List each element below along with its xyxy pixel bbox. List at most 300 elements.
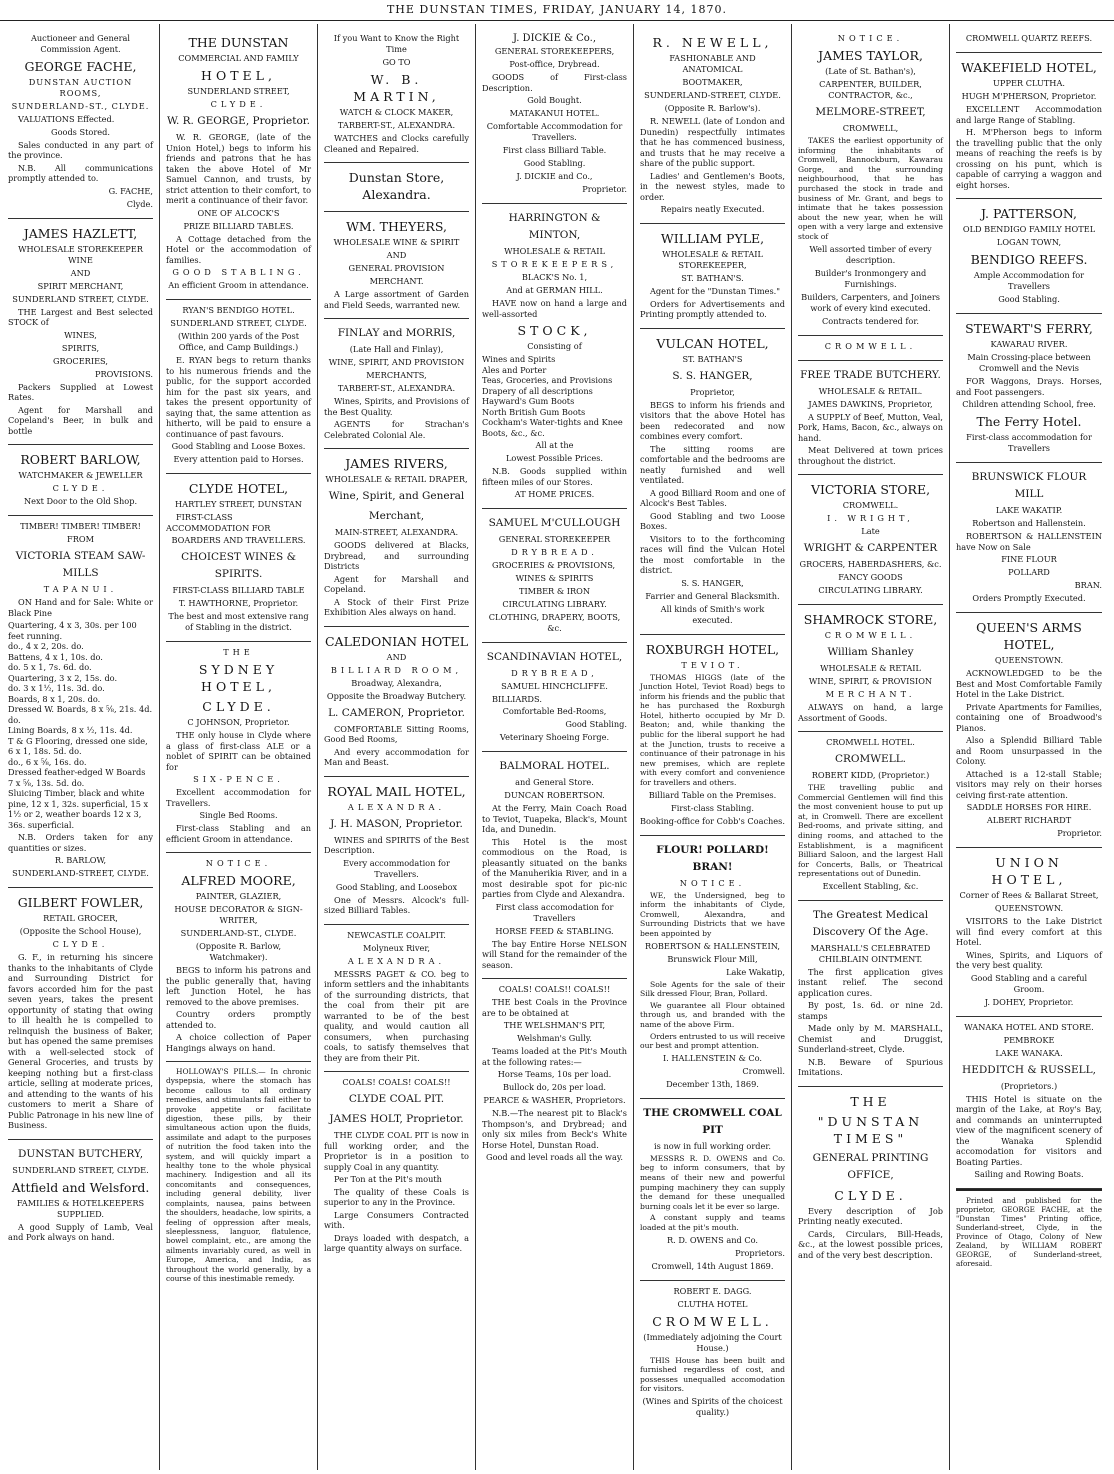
ad-dunstan-groom: An efficient Groom in attendance.	[168, 280, 309, 290]
ad-taylor-name: JAMES TAYLOR,	[818, 48, 923, 63]
ad-flour-notice: NOTICE.	[679, 877, 746, 888]
ad-dunstan-billiard: PRIZE BILLIARD TABLES.	[183, 220, 294, 231]
ad-mcculloch	[482, 509, 627, 643]
ad-office-sub: GENERAL PRINTING OFFICE,	[812, 1151, 929, 1181]
ad-finlay-agents: AGENTS for Strachan's Celebrated Colonial Ale.	[324, 419, 469, 440]
ad-shamrock-place: CROMWELL.	[824, 630, 917, 641]
ad-vulcan-farrier: Farrier and General Blacksmith.	[645, 590, 780, 601]
ad-timber-address: SUNDERLAND-STREET, CLYDE.	[12, 868, 149, 878]
ad-balmoral-bay: The bay Entire Horse NELSON will Stand for the remainder of the season.	[482, 938, 627, 970]
ad-vulcan-smith: All kinds of Smith's work executed.	[660, 603, 765, 625]
ad-moore-name: ALFRED MOORE,	[181, 873, 296, 888]
ad-ointment-nb: N.B. Beware of Spurious Imitations.	[798, 1056, 943, 1078]
ad-taylor-trade: CARPENTER, BUILDER, CONTRACTOR, &c.,	[819, 79, 922, 100]
ad-theyers-line: AND	[386, 250, 407, 260]
ad-patterson	[956, 199, 1102, 314]
page-header	[0, 0, 1114, 21]
ad-fache-intro: Auctioneer and General Commission Agent.	[30, 33, 130, 54]
ad-newell-address: SUNDERLAND-STREET, CLYDE.	[644, 90, 781, 100]
ad-victoria-trade: GROCERS, HABERDASHERS, &c.	[799, 559, 942, 570]
ad-newcastle-body: MESSRS PAGET & CO. beg to inform settlers and the inhabitants of the surrounding districts, that the coal from their pit are warranted to be of the best quality, and would caution all consumers, when purchasing coals, to satisfy themselves that they are from their Pit.	[324, 968, 469, 1063]
ad-sydney-name: SYDNEY HOTEL,	[198, 662, 279, 694]
ad-caledonian-billiard: BILLIARD ROOM,	[330, 664, 463, 675]
ad-finlay-late: (Late Hall and Finlay),	[349, 344, 444, 354]
ad-queens-name: QUEEN'S ARMS HOTEL,	[976, 620, 1082, 652]
ad-moore-opposite: (Opposite R. Barlow, Watchmaker).	[195, 941, 282, 962]
ad-scandinavian-stabling: Good Stabling.	[565, 719, 627, 729]
ad-butchery-body: A good Supply of Lamb, Veal and Pork always on hand.	[8, 1221, 153, 1242]
ad-timber-nb: N.B. Orders taken for any quantities or sizes.	[8, 832, 153, 853]
ad-clyde-hotel-billiard: FIRST-CLASS BILLIARD TABLE	[172, 585, 305, 595]
ad-victoria-proprietor: I. WRIGHT,	[827, 513, 914, 524]
ad-printing-office	[798, 1087, 943, 1269]
ad-ferry-name: STEWART'S FERRY,	[965, 321, 1093, 336]
ad-office-the: THE	[850, 1093, 891, 1109]
ad-free-trade-body: A SUPPLY of Beef, Mutton, Veal, Pork, Hams, Bacon, &c., always on hand.	[798, 411, 943, 443]
ad-martin-line1: If you Want to Know the Right Time	[333, 33, 460, 54]
list-item: Dressed feather-edged W Boards 7 x ⅝, 13s. 5d. do.	[8, 767, 146, 788]
ad-welshman-teams: Teams loaded at the Pit's Mouth at the following rates:—	[482, 1046, 627, 1067]
ad-dunstan-stabling: GOOD STABLING.	[172, 267, 305, 277]
ad-queens-saddle: SADDLE HORSES FOR HIRE.	[966, 802, 1092, 812]
ad-caledonian	[324, 627, 469, 777]
ad-dunstan-name: THE DUNSTAN	[188, 35, 289, 50]
ad-harrington-have: HAVE now on hand a large and well-assorted	[482, 298, 627, 319]
ad-taylor-builders: Builders, Carpenters, and Joiners work of every kind executed.	[801, 291, 940, 313]
column-3	[318, 24, 476, 1470]
ad-vulcan-sitting: The sitting rooms are comfortable and the bedrooms are neatly furnished and well ventilated.	[640, 443, 785, 485]
ad-union-name: UNION HOTEL,	[991, 855, 1067, 887]
ad-pyle	[640, 224, 785, 329]
ad-moore-trade2: HOUSE DECORATOR & SIGN-WRITER,	[174, 904, 303, 925]
header-title: THE DUNSTAN TIMES, FRIDAY, JANUARY 14, 1870.	[386, 3, 728, 16]
ad-harrington	[482, 204, 627, 509]
ad-victoria-store	[798, 475, 943, 605]
ad-dickie-signature: J. DICKIE and Co.,	[516, 171, 593, 181]
ad-clyde-coal	[324, 1072, 469, 1262]
ad-welshman	[482, 979, 627, 1171]
ad-dickie-hotel: MATAKANUI HOTEL.	[509, 108, 600, 118]
ad-newcastle-place: ALEXANDRA.	[347, 955, 446, 966]
ad-caledonian-proprietor: L. CAMERON, Proprietor.	[328, 706, 465, 719]
ad-taylor-iron: Builder's Ironmongery and Furnishings.	[814, 267, 927, 289]
ad-coals-large: Large Consumers Contracted with.	[324, 1209, 469, 1230]
ad-fache-name: GEORGE FACHE,	[24, 59, 137, 74]
ad-flour-head: FLOUR! POLLARD! BRAN!	[656, 843, 769, 873]
ad-welshman-signature: PEARCE & WASHER, Proprietors.	[483, 1095, 626, 1105]
ad-queens-proprietor: Proprietor.	[1057, 828, 1102, 838]
ad-martin-body: WATCHES and Clocks carefully Cleaned and Repaired.	[324, 133, 469, 154]
ad-wakefield-body2: H. M'Pherson begs to inform the travelling public that the only means of reaching the reefs is by crossing on his punt, which is capable of carrying a waggon and eight horses.	[956, 127, 1102, 190]
ad-ryan-name: RYAN'S BENDIGO HOTEL.	[182, 305, 295, 315]
ad-sydney-proprietor: C JOHNSON, Proprietor.	[187, 717, 290, 727]
list-item: Wines and Spirits	[482, 354, 556, 364]
ad-wanaka-firm: HEDDITCH & RUSSELL,	[962, 1063, 1096, 1076]
ad-clyde-hotel-address: HARTLEY STREET, DUNSTAN	[175, 499, 302, 509]
ad-fache-valuations: VALUATIONS Effected.	[18, 114, 115, 124]
ad-ryan-horses: Every attention paid to Horses.	[173, 454, 304, 464]
ad-martin-trade: WATCH & CLOCK MAKER,	[339, 107, 454, 117]
ad-clutha-wines: (Wines and Spirits of the choicest quality.)	[642, 1395, 783, 1417]
ad-ointment-made: Made only by M. MARSHALL, Chemist and Druggist, Sunderland-street, Clyde.	[798, 1023, 943, 1055]
ad-coals-drays: Drays loaded with despatch, a large quantity always on surface.	[324, 1232, 469, 1253]
ad-timber-signature: R. BARLOW,	[54, 855, 107, 865]
ad-welshman-horse: Horse Teams, 10s per load.	[497, 1069, 612, 1079]
ad-coals-proprietor: JAMES HOLT, Proprietor.	[329, 1113, 464, 1125]
ad-office-name: "DUNSTAN TIMES"	[817, 1113, 924, 1146]
ad-sydney-place: CLYDE.	[202, 699, 275, 714]
ad-owens-teams: A constant supply and teams loaded at the pit's mouth.	[640, 1213, 785, 1232]
list-item: do. 3 x 1½, 11s. 3d. do.	[8, 683, 105, 693]
ad-wanaka-name: WANAKA HOTEL AND STORE.	[964, 1021, 1094, 1032]
ad-caledonian-body: COMFORTABLE Sitting Rooms, Good Bed Rooms,	[324, 723, 469, 744]
ad-dickie-stabling: Good Stabling.	[523, 158, 586, 168]
ad-newcastle-name: NEWCASTLE COALPIT.	[347, 929, 446, 940]
ad-harrington-at: All at the	[535, 440, 574, 450]
ad-harrington-trade: WHOLESALE & RETAIL	[504, 246, 605, 256]
ad-dunstan-body: W. R. GEORGE, (late of the Union Hotel,) begs to inform his friends and patrons that he has taken the above Hotel of Mr Samuel Cannon, and trusts, by strict attention to their comfort, to merit a continuance of their favor.	[166, 132, 311, 205]
ad-clyde-hotel-wines: CHOICEST WINES & SPIRITS.	[181, 551, 296, 580]
list-item: Quartering, 4 x 3, 30s. per 100 feet running.	[8, 620, 137, 641]
list-item: Dressed W. Boards, 8 x ⅝, 21s. 4d. do.	[8, 704, 153, 725]
ad-union-proprietor: J. DOHEY, Proprietor.	[984, 996, 1074, 1007]
ad-owens-sub: is now in full working order.	[654, 1140, 771, 1151]
ad-dickie-comfort: Comfortable Accommodation for Travellers.	[486, 121, 623, 142]
ad-roxburgh-stabling: First-class Stabling.	[671, 802, 754, 813]
ad-welshman-head: COALS! COALS!! COALS!!	[498, 984, 611, 994]
ad-timber	[8, 516, 153, 888]
ad-flour-mill: Brunswick Flour Mill,	[667, 953, 758, 964]
ad-balmoral-sub: and General Store.	[515, 777, 594, 787]
list-item: Quartering, 3 x 2, 15s. do.	[8, 672, 118, 683]
ad-roxburgh-body: THOMAS HIGGS (late of the Junction Hotel, Teviot Road) begs to inform his friends and the public that he has purchased the Roxburgh Hotel, hitherto occupied by Mr D. Beaton; and, while thanking the public for the liberal support he had at the Junction, trusts to receive a continuance of their patronage in his new premises, which are replete with every comfort and convenience for travellers and others.	[640, 672, 785, 788]
ad-vulcan-proprietor-title: Proprietor,	[690, 386, 735, 397]
ad-clyde-hotel-proprietor: T. HAWTHORNE, Proprietor.	[178, 598, 299, 608]
ad-cromwell-head	[798, 336, 943, 361]
ad-royal-accommodation: Every accommodation for Travellers.	[343, 857, 450, 879]
ad-flour-sole: Sole Agents for the sale of their Silk dressed Flour, Bran, Pollard.	[640, 979, 785, 999]
ad-hazlett-line: SPIRIT MERCHANT,	[37, 280, 124, 291]
ad-shamrock-trade: WHOLESALE & RETAIL	[820, 663, 921, 674]
ad-wakefield	[956, 53, 1102, 199]
ad-barlow-trade: WATCHMAKER & JEWELLER	[18, 470, 143, 480]
ad-taylor-well: Well assorted timber of every description.	[809, 243, 932, 265]
ad-roxburgh-booking: Booking-office for Cobb's Coaches.	[640, 815, 785, 826]
ad-union-stabling: Good Stabling and a careful Groom.	[970, 972, 1088, 994]
ad-victoria-library: CIRCULATING LIBRARY.	[818, 585, 923, 596]
ad-ferry-children: Children attending School, free.	[962, 399, 1096, 409]
ad-moore-orders: Country orders promptly attended to.	[166, 1009, 311, 1030]
ad-welshman-body: THE best Coals in the Province are to be obtained at	[482, 997, 627, 1018]
ad-dunstan-one: ONE OF ALCOCK'S	[197, 207, 280, 218]
ad-royal-stabling: Good Stabling, and Loosebox	[335, 881, 458, 892]
ad-victoria-fancy: FANCY GOODS	[838, 572, 903, 583]
ad-rivers	[324, 449, 469, 627]
ad-ointment-head: The Greatest Medical Discovery Of the Age.	[812, 908, 929, 938]
ad-scandinavian-billiards: BILLIARDS.	[492, 693, 542, 704]
ad-ferry-first: First-class accommodation for Travellers	[966, 432, 1092, 453]
ad-wakefield-body: EXCELLENT Accommodation and large Range of Stabling.	[956, 104, 1102, 125]
list-item: Ales and Porter	[482, 364, 547, 375]
ad-holloway	[166, 1062, 311, 1291]
ad-theyers-name: WM. THEYERS,	[346, 219, 447, 234]
ad-ferry-hotel: The Ferry Hotel.	[976, 414, 1082, 429]
ad-butchery-address: SUNDERLAND STREET, CLYDE.	[12, 1164, 149, 1175]
ad-theyers-line: WHOLESALE WINE & SPIRIT	[333, 237, 460, 247]
ad-cromwell-hotel-proprietor: ROBERT KIDD, (Proprietor.)	[811, 770, 930, 781]
ad-newell-ladies: Ladies' and Gentlemen's Boots, in the newest styles, made to order.	[640, 170, 785, 202]
ad-queens-signature: ALBERT RICHARDT	[986, 815, 1072, 825]
ad-ryan-stabling: Good Stabling and Loose Boxes.	[171, 441, 306, 451]
ad-brunswick-place: LAKE WAKATIP.	[995, 505, 1063, 515]
ad-ferry-place: KAWARAU RIVER.	[990, 339, 1068, 349]
ad-queens-place: QUEENSTOWN.	[994, 655, 1064, 665]
ad-ryan-address: SUNDERLAND STREET, CLYDE.	[170, 318, 307, 328]
ad-brunswick-item: BRAN.	[1074, 580, 1102, 590]
ad-ryan-body: E. RYAN begs to return thanks to his numerous friends and the public, for the support accorded him for the past six years, and takes the present opportunity of saying that, the same attention as hitherto, will be paid to ensure a continuance of past favours.	[166, 355, 311, 439]
ad-balmoral-ferry: At the Ferry, Main Coach Road to Teviot, Tuapeka, Black's, Mount Ida, and Dunedin.	[482, 803, 627, 834]
ad-hazlett-address: SUNDERLAND STREET, CLYDE.	[12, 293, 149, 304]
ad-finlay-name: FINLAY and MORRIS,	[337, 327, 456, 339]
ad-balmoral	[482, 752, 627, 979]
imprint	[956, 1189, 1102, 1276]
ad-caledonian-address: Broadway, Alexandra,	[351, 677, 442, 688]
ad-caledonian-and: AND	[386, 651, 407, 662]
ad-balmoral-horse: HORSE FEED & STABLING.	[495, 925, 614, 936]
ad-coals-body: THE CLYDE COAL PIT is now in full working order, and the Proprietor is in a position to supply Coal in any quantity.	[324, 1130, 469, 1172]
ad-hazlett-line: WHOLESALE STOREKEEPER WINE	[18, 243, 143, 265]
ad-harrington-name: HARRINGTON & MINTON,	[508, 212, 601, 241]
ad-fowler-name: GILBERT FOWLER,	[17, 895, 144, 910]
ad-rivers-body: GOODS delivered at Blacks, Drybread, and surrounding Districts	[324, 540, 469, 571]
ad-queens-billiard: Also a Splendid Billiard Table and Room unsurpassed in the Colony.	[956, 735, 1102, 766]
ad-clyde-hotel	[166, 474, 311, 642]
ad-ryan-within: (Within 200 yards of the Post Office, and Camp Buildings.)	[177, 331, 299, 352]
ad-flour-firm: ROBERTSON & HALLENSTEIN,	[645, 940, 780, 951]
ad-victoria-name: VICTORIA STORE,	[810, 482, 931, 498]
ad-taylor-place: CROMWELL,	[842, 123, 899, 133]
column-2	[160, 24, 318, 1470]
list-item: do. 5 x 1, 7s. 6d. do.	[8, 662, 92, 672]
ad-newell-name: R. NEWELL,	[652, 35, 773, 50]
ad-moore	[166, 853, 311, 1062]
column-7	[950, 24, 1108, 1470]
ad-martin-line2: GO TO	[382, 57, 411, 67]
ad-theyers	[324, 212, 469, 319]
ad-mcculloch-place: DRYBREAD.	[511, 547, 598, 557]
ad-vulcan-place: ST. BATHAN'S	[682, 353, 743, 364]
ad-free-trade-butchery	[798, 361, 943, 476]
ad-patterson-body: Ample Accommodation for Travellers	[973, 270, 1085, 291]
ad-vulcan	[640, 329, 785, 635]
ad-scandinavian-place: DRYBREAD,	[511, 667, 598, 678]
ad-owens-name: THE CROMWELL COAL PIT	[643, 1106, 782, 1136]
column-5	[634, 24, 792, 1470]
ad-fache-rooms: DUNSTAN AUCTION ROOMS,	[28, 77, 133, 98]
ad-clyde-hotel-best: The best and most extensive rang of Stabling in the district.	[168, 611, 309, 632]
ad-patterson-hotel: OLD BENDIGO FAMILY HOTEL	[962, 224, 1096, 234]
ad-moore-address: SUNDERLAND-ST., CLYDE.	[180, 928, 297, 938]
ad-pyle-orders: Orders for Advertisements and Printing promptly attended to.	[640, 298, 785, 319]
ad-dickie-goods: GOODS of First-class Description.	[482, 72, 627, 93]
ad-finlay-trade: WINE, SPIRIT, AND PROVISION	[328, 357, 465, 367]
ad-victoria-firm: WRIGHT & CARPENTER	[803, 542, 938, 555]
ad-vulcan-body: BEGS to inform his friends and visitors that the above Hotel has been redecorated and now combines every comfort.	[640, 399, 785, 441]
ad-moore-notice: NOTICE.	[205, 858, 272, 868]
ad-harrington-consist: Consisting of	[527, 341, 582, 351]
ad-caledonian-opposite: Opposite the Broadway Butchery.	[326, 690, 467, 701]
ad-harrington-home: AT HOME PRICES.	[514, 489, 595, 499]
ad-timber-place: TAPANUI.	[43, 584, 118, 594]
ad-ferry-main: Main Crossing-place between Cromwell and the Nevis	[967, 352, 1091, 373]
list-item: Hayward's Gum Boots	[482, 396, 575, 406]
ad-taylor-address: MELMORE-STREET,	[815, 106, 926, 118]
ad-hazlett-agent: Agent for Marshall and Copeland's Beer, in bulk and bottle	[8, 404, 153, 436]
ad-timber-head: TIMBER! TIMBER! TIMBER!	[20, 521, 141, 531]
ad-harrington-stock: STOCK,	[517, 323, 592, 338]
ad-welshman-good: Good and level roads all the way.	[486, 1152, 623, 1162]
ad-wakefield-name: WAKEFIELD HOTEL,	[961, 60, 1097, 75]
ad-vulcan-proprietor: S. S. HANGER,	[672, 369, 753, 382]
ad-newell-opposite: (Opposite R. Barlow's).	[664, 103, 761, 113]
ad-newcastle-river: Molyneux River,	[362, 942, 431, 953]
ad-taylor	[798, 28, 943, 336]
ad-finlay	[324, 319, 469, 449]
ad-harrington-blacks: BLACK'S No. 1,	[521, 272, 588, 282]
ad-coals-pit: CLYDE COAL PIT.	[348, 1093, 445, 1105]
ad-finlay-address: TARBERT-ST., ALEXANDRA.	[337, 383, 456, 393]
ad-royal-name: ROYAL MAIL HOTEL,	[327, 783, 466, 799]
ad-fowler-trade: RETAIL GROCER,	[43, 913, 118, 923]
ad-vulcan-signature: S. S. HANGER,	[681, 577, 744, 588]
ad-scandinavian	[482, 643, 627, 753]
page-columns	[2, 24, 1112, 1470]
list-item: T & G Flooring, dressed one side, 6 x 1, 18s. 5d. do.	[8, 735, 148, 756]
ad-royal-body: WINES and SPIRITS of the Best Description.	[324, 834, 469, 855]
ad-scandinavian-proprietor: SAMUEL HINCHCLIFFE.	[501, 680, 608, 691]
ad-flour-orders: Orders entrusted to us will receive our best and prompt attention.	[640, 1031, 785, 1051]
ad-vulcan-name: VULCAN HOTEL,	[656, 335, 769, 351]
ad-brunswick-name: BRUNSWICK FLOUR MILL	[971, 471, 1087, 500]
ad-sydney-accommodation: Excellent accommodation for Travellers.	[166, 787, 311, 808]
ad-sydney-body: THE only house in Clyde where a glass of first-class ALE or a noblet of SPIRIT can be obtained for	[166, 730, 311, 772]
ad-flour-signature: I. HALLENSTEIN & Co.	[662, 1052, 763, 1063]
ad-sydney-single: Single Bed Rooms.	[199, 810, 278, 820]
ad-cromwell-coal	[640, 1099, 785, 1281]
ad-shamrock-trade2: WINE, SPIRIT, & PROVISION	[808, 676, 933, 687]
ad-hazlett-item: SPIRITS,	[61, 342, 100, 353]
imprint-body: Printed and published for the proprietor, GEORGE FACHE, at the "Dunstan Times" Printing office, Sunderland-street, Clyde, in the Province of Otago, Colony of New Zealand, by WILLIAM ROBERT GEORGE, of Sunderland-street, aforesaid.	[956, 1196, 1102, 1268]
ad-rivers-address: MAIN-STREET, ALEXANDRA.	[334, 527, 459, 537]
ad-balmoral-body: This Hotel is the most commodious on the Road, is pleasantly situated on the banks of the Manuherikia River, and in a most desirable spot for pic-nic parties from Clyde and Alexandra.	[482, 836, 627, 899]
ad-flour-guarantee: We guarantee all Flour obtained through us, and branded with the name of the above Firm.	[640, 1000, 785, 1029]
ad-timber-mill: VICTORIA STEAM SAW-MILLS	[15, 550, 146, 579]
ad-vulcan-billiard: A good Billiard Room and one of Alcock's Best Tables.	[640, 487, 785, 508]
ad-cromwell-hotel-place: CROMWELL.	[834, 753, 907, 766]
ad-rivers-line2: Merchant,	[368, 510, 425, 522]
ad-queens-stable: Attached is a 12-stall Stable; visitors may rely on their horses ceiving first-rate attention.	[956, 768, 1102, 800]
ad-ointment-name: MARSHALL'S CELEBRATED CHILBLAIN OINTMENT.	[810, 942, 931, 964]
ad-caledonian-name: CALEDONIAN HOTEL	[324, 633, 468, 649]
ad-clyde-hotel-name: CLYDE HOTEL,	[188, 481, 289, 496]
ad-wanaka-body: THIS Hotel is situate on the margin of the Lake, at Roy's Bay, and commands an uninterrupted view of the magnificent scenery of the Wanaka Splendid accomodation for visitors and Boating Parties.	[956, 1093, 1102, 1167]
ad-wanaka-place: PEMBROKE	[1003, 1034, 1055, 1045]
ad-dunstan-hotel	[166, 28, 311, 300]
ad-roxburgh-billiard: Billiard Table on the Premises.	[648, 789, 777, 800]
ad-barlow-next: Next Door to the Old Shop.	[23, 496, 138, 506]
ad-union-hotel	[956, 848, 1102, 1017]
ad-scandinavian-beds: Comfortable Bed-Rooms,	[502, 706, 607, 716]
ad-hazlett-packers: Packers Supplied at Lowest Rates.	[8, 381, 153, 402]
ad-clutha-adjoining: (Immediately adjoining the Court House.)	[643, 1331, 782, 1353]
ad-butchery-families: FAMILIES & HOTELKEEPERS SUPPLIED.	[16, 1197, 145, 1219]
ad-harrington-lowest: Lowest Possible Prices.	[505, 453, 604, 463]
ad-clyde-hotel-boarders: BOARDERS AND TRAVELLERS.	[171, 535, 306, 545]
ad-scandinavian-vet: Veterinary Shoeing Forge.	[499, 732, 610, 742]
ad-moore-body: BEGS to inform his patrons and the public generally that, having left Junction Hotel, he has removed to the above premises.	[166, 965, 311, 1007]
ad-roxburgh	[640, 635, 785, 836]
ad-roxburgh-place: TEVIOT.	[681, 659, 744, 670]
ad-harrington-list	[482, 354, 627, 438]
ad-welshman-bullock: Bullock do, 20s per load.	[502, 1082, 607, 1092]
ad-taylor-notice: NOTICE.	[837, 33, 904, 43]
ad-royal-mail	[324, 777, 469, 925]
ad-dickie-address: Post-office, Drybread.	[509, 59, 600, 69]
ad-fache-signature: G. FACHE,	[108, 185, 153, 196]
ad-cromwell-hotel-body: THE travelling public and Commercial Gentlemen will find this the most convenient house to put up at, in Cromwell. There are excellent Bed-rooms, and private sitting, and dining rooms, and attached to the Establishment, is a magnificent Billiard Saloon, and the largest Hall for Concerts, Balls, or Theatrical representations out of Dunedin.	[798, 783, 943, 879]
ad-mcculloch-item: WINES & SPIRITS	[515, 572, 594, 583]
ad-hazlett-intro: THE Largest and Best selected STOCK of	[8, 306, 153, 327]
ad-hazlett-name: JAMES HAZLETT,	[23, 225, 138, 241]
ad-harrington-nb: N.B. Goods supplied within fifteen miles of our Stores.	[482, 466, 627, 487]
ad-martin	[324, 28, 469, 163]
ad-union-address: Corner of Rees & Ballarat Street,	[959, 890, 1099, 900]
ad-barlow-place: CLYDE.	[52, 483, 109, 493]
ad-coals-head: COALS! COALS! COALS!!	[342, 1077, 451, 1087]
ad-shamrock-body: ALWAYS on hand, a large Assortment of Goods.	[798, 702, 943, 723]
column-6	[792, 24, 950, 1470]
ad-sydney-price: SIX-PENCE.	[193, 774, 284, 784]
ad-harrington-store: STOREKEEPERS,	[491, 259, 618, 269]
ad-wanaka-proprietors: (Proprietors.)	[1000, 1080, 1058, 1091]
ad-theyers-line: GENERAL PROVISION	[348, 263, 445, 273]
ad-ointment-post: By post, 1s. 6d. or nine 2d. stamps	[798, 1000, 943, 1021]
ad-wanaka	[956, 1017, 1102, 1190]
ad-owens-proprietors: Proprietors.	[735, 1247, 785, 1258]
ad-butchery-name: DUNSTAN BUTCHERY,	[17, 1147, 144, 1160]
ad-ryan	[166, 300, 311, 474]
ad-dunstan-place: CLYDE.	[210, 99, 267, 109]
ad-cromwell-name: CROMWELL.	[824, 340, 917, 351]
ad-theyers-body: A Large assortment of Garden and Field Seeds, warranted new.	[324, 289, 469, 310]
ad-flour-body: WE, the Undersigned, beg to inform the inhabitants of Clyde, Cromwell, Alexandra, and Surrounding Districts that we have been appointed by	[640, 890, 785, 938]
ad-martin-name: W. B. MARTIN,	[353, 72, 440, 104]
ad-newell-body: R. NEWELL (late of London and Dunedin) respectfully intimates that he has commenced business, and trusts that he may receive a share of the public support.	[640, 116, 785, 168]
ad-newell-boot: BOOTMAKER,	[682, 77, 743, 87]
ad-mcculloch-name: SAMUEL M'CULLOUGH	[488, 517, 621, 529]
ad-rivers-trade: WHOLESALE & RETAIL DRAPER,	[325, 474, 468, 484]
ad-office-cards: Cards, Circulars, Bill-Heads, &c., at the lowest possible prices, and of the very best description.	[798, 1228, 943, 1260]
ad-shamrock-merchant: MERCHANT.	[825, 689, 916, 700]
column-1	[2, 24, 160, 1470]
ad-dickie	[482, 28, 627, 204]
ad-flour-lake: Lake Wakatip,	[726, 966, 785, 977]
ad-hazlett-item: WINES,	[64, 329, 97, 340]
ad-newell	[640, 28, 785, 224]
ad-welshman-gully: Welshman's Gully.	[517, 1033, 592, 1043]
list-item: Lining Boards, 8 x ½, 11s. 4d.	[8, 725, 133, 735]
ad-royal-billiard: One of Messrs. Alcock's full-sized Billiard Tables.	[324, 894, 469, 915]
